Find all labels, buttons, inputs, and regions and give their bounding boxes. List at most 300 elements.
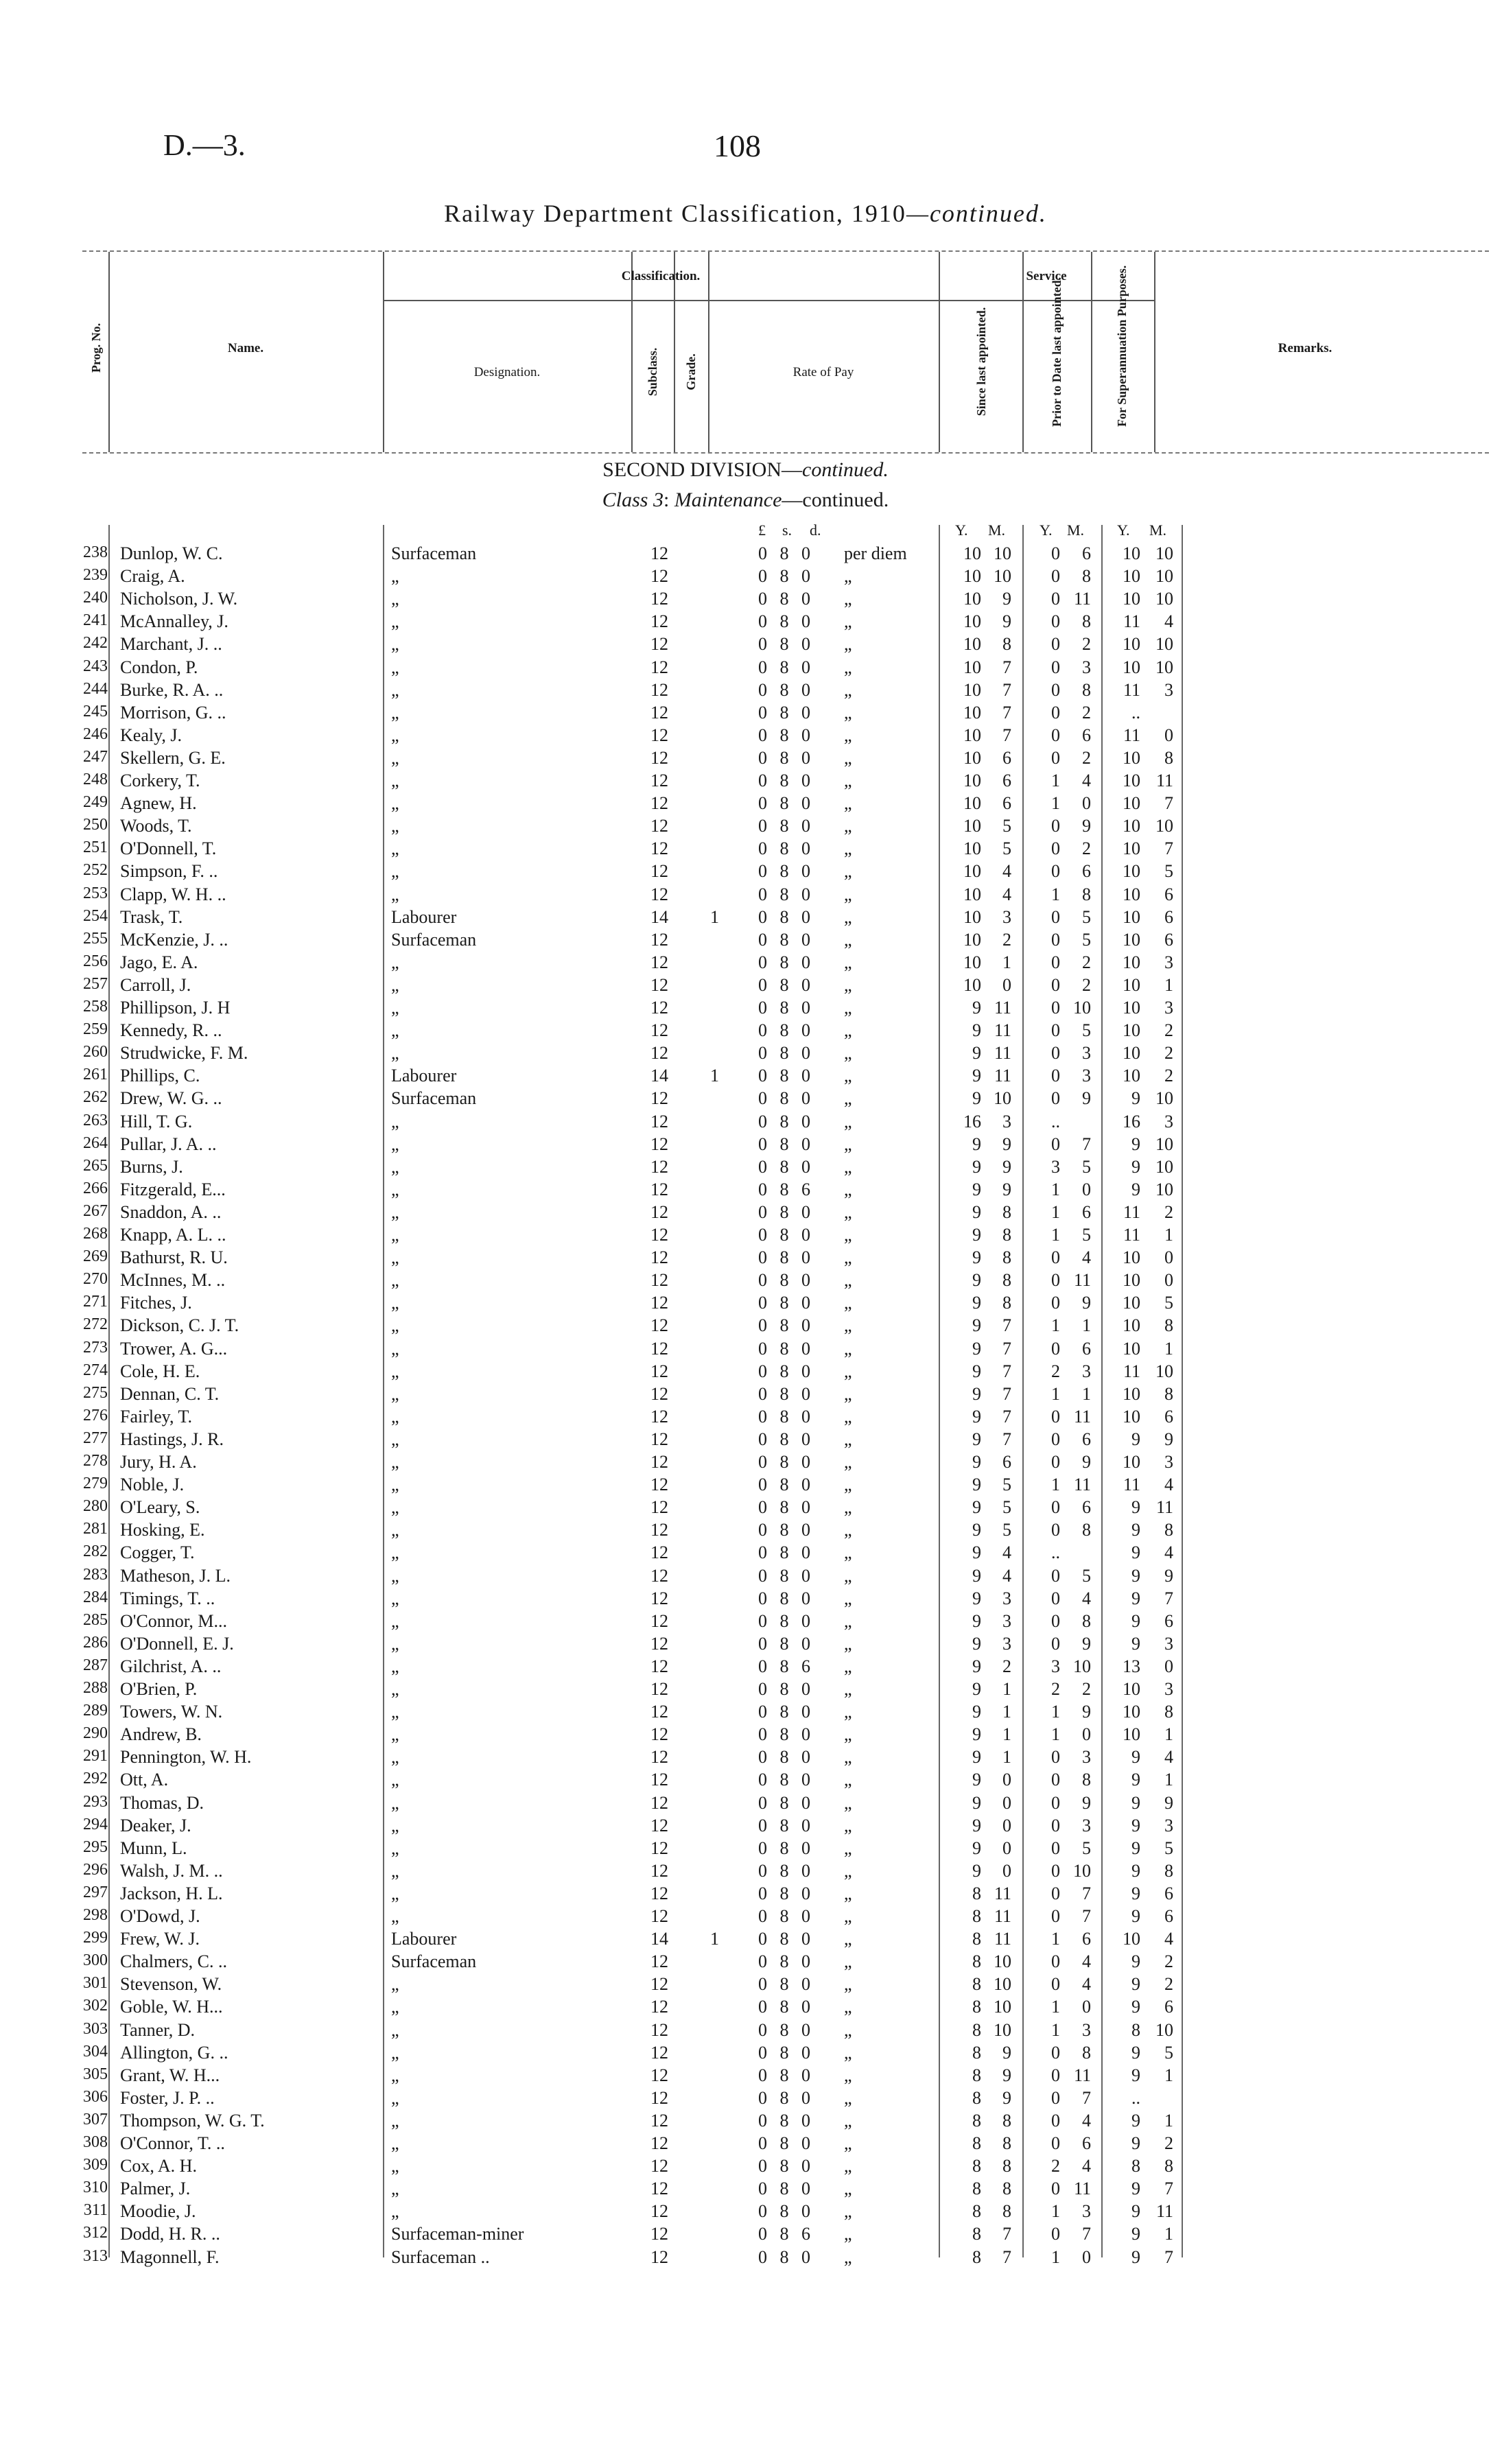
subclass: 12 — [650, 1020, 668, 1041]
prior-years: 0 — [1051, 679, 1060, 700]
prior-months: 6 — [1082, 1338, 1091, 1359]
since-years: 8 — [972, 1997, 981, 2017]
subclass: 14 — [650, 1066, 668, 1086]
prog-no: 243 — [83, 657, 108, 675]
prog-no: 264 — [83, 1134, 108, 1152]
prior-months: 10 — [1073, 1860, 1091, 1881]
subclass: 12 — [650, 1702, 668, 1722]
super-years: 9 — [1131, 1974, 1140, 1995]
prior-months: 0 — [1082, 2246, 1091, 2267]
since-years: 10 — [963, 861, 981, 882]
super-years: 10 — [1123, 1724, 1140, 1745]
prior-years: .. — [1051, 1542, 1060, 1563]
subclass: 12 — [650, 611, 668, 632]
pay-unit: „ — [844, 1770, 852, 1790]
table-row — [0, 930, 1491, 952]
since-years: 10 — [963, 906, 981, 927]
super-months: 6 — [1164, 906, 1173, 927]
super-months: 3 — [1164, 1452, 1173, 1472]
rate-of-pay: 0 8 0 — [758, 906, 814, 927]
table-row — [0, 1429, 1491, 1452]
pay-unit: „ — [844, 1452, 852, 1472]
since-years: 10 — [963, 589, 981, 609]
since-years: 9 — [972, 1838, 981, 1858]
subclass: 12 — [650, 1043, 668, 1064]
pay-unit: „ — [844, 2201, 852, 2222]
subclass: 12 — [650, 1270, 668, 1291]
pay-unit: „ — [844, 1542, 852, 1563]
table-row — [0, 1816, 1491, 1838]
since-years: 9 — [972, 1475, 981, 1495]
page-title — [0, 199, 1491, 228]
designation: „ — [391, 2042, 399, 2063]
since-months: 2 — [1002, 929, 1011, 950]
prog-no: 304 — [83, 2042, 108, 2061]
rate-of-pay: 0 8 0 — [758, 1838, 814, 1858]
rate-of-pay: 0 8 0 — [758, 2246, 814, 2267]
super-years: 10 — [1123, 816, 1140, 836]
super-years: 11 — [1123, 1361, 1140, 1381]
employee-name: Cox, A. H. — [120, 2156, 197, 2176]
header-service: Service — [1026, 269, 1067, 283]
prior-years: 0 — [1051, 702, 1060, 723]
employee-name: Phillips, C. — [120, 1066, 200, 1086]
pay-unit: „ — [844, 1565, 852, 1586]
designation: „ — [391, 816, 399, 836]
prog-no: 308 — [83, 2133, 108, 2151]
super-years: 10 — [1123, 861, 1140, 882]
class-suffix: —continued. — [782, 489, 889, 511]
prior-years: 0 — [1051, 566, 1060, 587]
since-years: 10 — [963, 816, 981, 836]
since-months: 11 — [994, 1906, 1011, 1926]
subclass: 12 — [650, 1588, 668, 1608]
prog-no: 273 — [83, 1338, 108, 1357]
table-row — [0, 1407, 1491, 1429]
employee-name: Carroll, J. — [120, 974, 191, 995]
subclass: 12 — [650, 1724, 668, 1745]
since-years: 8 — [972, 2087, 981, 2108]
rate-of-pay: 0 8 0 — [758, 1315, 814, 1336]
prog-no: 255 — [83, 929, 108, 948]
designation: „ — [391, 1111, 399, 1131]
super-months: 10 — [1155, 1179, 1173, 1199]
super-months: 8 — [1164, 2156, 1173, 2176]
rate-of-pay: 0 8 0 — [758, 1770, 814, 1790]
table-row — [0, 1066, 1491, 1088]
since-months: 11 — [994, 1020, 1011, 1041]
rate-of-pay: 0 8 0 — [758, 611, 814, 632]
prior-years: 0 — [1051, 974, 1060, 995]
designation: „ — [391, 1838, 399, 1858]
since-months: 10 — [994, 2019, 1011, 2040]
super-months: 3 — [1164, 679, 1173, 700]
prior-months: 2 — [1082, 747, 1091, 768]
designation: „ — [391, 1747, 399, 1768]
employee-name: Dennan, C. T. — [120, 1383, 220, 1404]
rate-of-pay: 0 8 0 — [758, 1702, 814, 1722]
prior-months: 2 — [1082, 702, 1091, 723]
employee-name: Morrison, G. .. — [120, 702, 226, 723]
prior-years: 0 — [1051, 2065, 1060, 2085]
super-years: 11 — [1123, 1225, 1140, 1245]
rate-of-pay: 0 8 0 — [758, 2110, 814, 2131]
employee-name: Hastings, J. R. — [120, 1429, 224, 1449]
employee-name: Palmer, J. — [120, 2179, 191, 2199]
super-months: 1 — [1164, 974, 1173, 995]
since-years: 9 — [972, 1565, 981, 1586]
subclass: 12 — [650, 1974, 668, 1995]
designation: „ — [391, 634, 399, 655]
table-row — [0, 1974, 1491, 1997]
designation: „ — [391, 2133, 399, 2153]
rate-of-pay: 0 8 0 — [758, 816, 814, 836]
employee-name: Allington, G. .. — [120, 2042, 228, 2063]
designation: „ — [391, 2087, 399, 2108]
rate-of-pay: 0 8 0 — [758, 1134, 814, 1154]
subclass: 12 — [650, 747, 668, 768]
rate-of-pay: 0 8 0 — [758, 1452, 814, 1472]
table-row — [0, 816, 1491, 838]
since-years: 9 — [972, 1315, 981, 1336]
designation: „ — [391, 1156, 399, 1177]
rate-of-pay: 0 8 0 — [758, 2065, 814, 2085]
table-row — [0, 998, 1491, 1020]
subclass: 12 — [650, 1475, 668, 1495]
since-months: 4 — [1002, 1542, 1011, 1563]
since-years: 9 — [972, 1656, 981, 1676]
rate-of-pay: 0 8 0 — [758, 2179, 814, 2199]
prior-months: 3 — [1082, 2019, 1091, 2040]
employee-name: Cole, H. E. — [120, 1361, 200, 1381]
super-months: 7 — [1164, 1588, 1173, 1608]
since-years: 9 — [972, 1633, 981, 1654]
super-months: 4 — [1164, 611, 1173, 632]
subclass: 12 — [650, 1883, 668, 1903]
rate-of-pay: 0 8 0 — [758, 1043, 814, 1064]
super-years: 10 — [1123, 884, 1140, 904]
subclass: 12 — [650, 2065, 668, 2085]
designation: „ — [391, 1815, 399, 1835]
designation: Surfaceman — [391, 543, 477, 563]
prog-no: 247 — [83, 747, 108, 766]
designation: „ — [391, 1588, 399, 1608]
prior-months: 6 — [1082, 2133, 1091, 2153]
prog-no: 287 — [83, 1656, 108, 1674]
subclass: 12 — [650, 1315, 668, 1336]
rate-of-pay: 0 8 0 — [758, 725, 814, 745]
rate-of-pay: 0 8 0 — [758, 1225, 814, 1245]
prior-months: 4 — [1082, 771, 1091, 790]
class-name: Maintenance — [674, 489, 782, 511]
rate-of-pay: 0 8 0 — [758, 1361, 814, 1381]
prior-years: 2 — [1051, 1361, 1060, 1381]
prog-no: 299 — [83, 1929, 108, 1947]
since-months: 8 — [1002, 2110, 1011, 2131]
designation: „ — [391, 679, 399, 700]
prog-no: 292 — [83, 1770, 108, 1788]
since-years: 10 — [963, 566, 981, 587]
designation: „ — [391, 1497, 399, 1518]
pay-unit: „ — [844, 611, 852, 632]
super-months: 10 — [1155, 816, 1173, 836]
employee-name: Fitzgerald, E... — [120, 1179, 226, 1199]
header-superannuation: For Superannuation Purposes. — [1115, 265, 1129, 427]
prog-no: 270 — [83, 1270, 108, 1289]
prior-months: 3 — [1082, 1066, 1091, 1086]
super-years: 10 — [1123, 657, 1140, 677]
pay-unit: „ — [844, 1066, 852, 1086]
table-row — [0, 952, 1491, 975]
rate-of-pay: 0 8 0 — [758, 1475, 814, 1495]
since-years: 9 — [972, 1542, 981, 1563]
super-months: 7 — [1164, 838, 1173, 859]
prog-no: 240 — [83, 589, 108, 607]
prog-no: 244 — [83, 679, 108, 698]
designation: „ — [391, 2201, 399, 2222]
super-months: 10 — [1155, 1088, 1173, 1109]
table-row — [0, 1724, 1491, 1747]
employee-name: Thomas, D. — [120, 1792, 204, 1813]
prior-months: 11 — [1073, 1270, 1091, 1291]
prior-months: 4 — [1082, 1247, 1091, 1268]
super-months: 2 — [1164, 1974, 1173, 1995]
since-years: 8 — [972, 2179, 981, 2199]
super-months: 0 — [1164, 1247, 1173, 1268]
super-years: 9 — [1131, 1815, 1140, 1835]
table-row — [0, 1929, 1491, 1951]
pay-unit: „ — [844, 589, 852, 609]
prior-years: 1 — [1051, 1475, 1060, 1495]
since-months: 1 — [1002, 952, 1011, 972]
table-row — [0, 1157, 1491, 1180]
prior-years: 0 — [1051, 1088, 1060, 1109]
division-label: SECOND DIVISION— — [602, 458, 803, 481]
prior-months: 11 — [1073, 1475, 1091, 1495]
table-row — [0, 1611, 1491, 1634]
prior-years: 0 — [1051, 1406, 1060, 1427]
rate-of-pay: 0 8 0 — [758, 1792, 814, 1813]
prog-no: 261 — [83, 1066, 108, 1084]
table-row — [0, 1679, 1491, 1702]
since-months: 11 — [994, 998, 1011, 1018]
since-years: 8 — [972, 2019, 981, 2040]
prog-no: 278 — [83, 1452, 108, 1470]
prior-months: 8 — [1082, 679, 1091, 700]
since-months: 1 — [1002, 1747, 1011, 1768]
prior-years: 0 — [1051, 1906, 1060, 1926]
prog-no: 269 — [83, 1247, 108, 1266]
table-row — [0, 566, 1491, 589]
header-remarks: Remarks. — [1278, 341, 1332, 355]
table-row — [0, 907, 1491, 930]
employee-name: Jackson, H. L. — [120, 1883, 223, 1903]
prior-years: 2 — [1051, 1679, 1060, 1699]
subclass: 12 — [650, 2179, 668, 2199]
subclass: 12 — [650, 771, 668, 790]
prior-months: 9 — [1082, 1702, 1091, 1722]
rate-of-pay: 0 8 0 — [758, 679, 814, 700]
subclass: 12 — [650, 634, 668, 655]
prior-months: 8 — [1082, 1610, 1091, 1631]
table-row — [0, 1588, 1491, 1611]
table-row — [0, 2247, 1491, 2270]
since-months: 1 — [1002, 1724, 1011, 1745]
employee-name: Phillipson, J. H — [120, 998, 231, 1018]
super-years: 10 — [1123, 1247, 1140, 1268]
since-years: 10 — [963, 543, 981, 563]
super-months: 9 — [1164, 1792, 1173, 1813]
table-row — [0, 634, 1491, 657]
rate-of-pay: 0 8 0 — [758, 657, 814, 677]
pay-unit: „ — [844, 1610, 852, 1631]
super-months: 10 — [1155, 2019, 1173, 2040]
super-months: 7 — [1164, 2246, 1173, 2267]
designation: „ — [391, 1656, 399, 1676]
since-years: 8 — [972, 2133, 981, 2153]
prior-years: 0 — [1051, 2042, 1060, 2063]
prior-months: 6 — [1082, 861, 1091, 882]
subclass: 12 — [650, 1361, 668, 1381]
super-years: 10 — [1123, 634, 1140, 655]
title-text: Railway Department Classification, 1910 — [444, 200, 906, 227]
prog-no: 239 — [83, 566, 108, 585]
rate-of-pay: 0 8 0 — [758, 702, 814, 723]
designation: Surfaceman — [391, 929, 477, 950]
prog-no: 303 — [83, 2019, 108, 2038]
prior-years: 0 — [1051, 1247, 1060, 1268]
employee-name: Burns, J. — [120, 1156, 183, 1177]
subclass: 12 — [650, 1201, 668, 1222]
designation: „ — [391, 1792, 399, 1813]
since-years: 8 — [972, 1929, 981, 1949]
designation: „ — [391, 1679, 399, 1699]
super-months: 3 — [1164, 1679, 1173, 1699]
super-years: 9 — [1131, 1951, 1140, 1972]
super-months: 3 — [1164, 952, 1173, 972]
subclass: 12 — [650, 1520, 668, 1540]
prior-years: 1 — [1051, 2201, 1060, 2222]
since-months: 11 — [994, 1043, 1011, 1064]
prior-months: 2 — [1082, 838, 1091, 859]
prior-years: 0 — [1051, 1860, 1060, 1881]
since-years: 9 — [972, 1225, 981, 1245]
rate-of-pay: 0 8 0 — [758, 1906, 814, 1926]
pay-unit: „ — [844, 1111, 852, 1131]
rate-of-pay: 0 8 0 — [758, 1929, 814, 1949]
prog-no: 250 — [83, 816, 108, 834]
table-row — [0, 2088, 1491, 2111]
since-months: 5 — [1002, 838, 1011, 859]
designation: „ — [391, 747, 399, 768]
prog-no: 265 — [83, 1156, 108, 1175]
prior-years: 0 — [1051, 1565, 1060, 1586]
unit-pence: d. — [810, 521, 821, 539]
since-years: 9 — [972, 1429, 981, 1449]
pay-unit: „ — [844, 1338, 852, 1359]
since-years: 9 — [972, 1134, 981, 1154]
pay-unit: „ — [844, 1679, 852, 1699]
prior-years: 0 — [1051, 2087, 1060, 2108]
subclass: 12 — [650, 1111, 668, 1131]
designation: „ — [391, 702, 399, 723]
designation: „ — [391, 1974, 399, 1995]
prog-no: 313 — [83, 2246, 108, 2265]
unit-shillings: s. — [782, 521, 793, 539]
employee-name: Drew, W. G. .. — [120, 1088, 222, 1109]
employee-name: Agnew, H. — [120, 793, 197, 814]
pay-unit: „ — [844, 2087, 852, 2108]
since-months: 0 — [1002, 1770, 1011, 1790]
subclass: 12 — [650, 2246, 668, 2267]
super-months: 2 — [1164, 1201, 1173, 1222]
since-months: 7 — [1002, 1406, 1011, 1427]
subclass: 12 — [650, 1542, 668, 1563]
employee-name: Craig, A. — [120, 566, 185, 587]
section-division — [0, 458, 1491, 482]
prior-years: 0 — [1051, 1770, 1060, 1790]
subclass: 12 — [650, 998, 668, 1018]
prior-years: 0 — [1051, 906, 1060, 927]
super-months: 0 — [1164, 1270, 1173, 1291]
employee-name: Kealy, J. — [120, 725, 183, 745]
rate-of-pay: 0 8 0 — [758, 1860, 814, 1881]
super-months: 10 — [1155, 634, 1173, 655]
designation: „ — [391, 1906, 399, 1926]
prior-years: 0 — [1051, 1792, 1060, 1813]
pay-unit: „ — [844, 1951, 852, 1972]
prior-months: 6 — [1082, 725, 1091, 745]
rate-of-pay: 0 8 0 — [758, 1588, 814, 1608]
designation: „ — [391, 838, 399, 859]
since-years: 10 — [963, 702, 981, 723]
unit-months-since: M. — [988, 521, 1006, 539]
super-years: 9 — [1131, 1588, 1140, 1608]
since-years: 8 — [972, 2246, 981, 2267]
super-months: 6 — [1164, 1406, 1173, 1427]
table-row — [0, 975, 1491, 998]
pay-unit: „ — [844, 838, 852, 859]
since-years: 10 — [963, 657, 981, 677]
pay-unit: „ — [844, 998, 852, 1018]
super-years: 8 — [1131, 2156, 1140, 2176]
pay-unit: „ — [844, 1270, 852, 1291]
prog-no: 272 — [83, 1315, 108, 1334]
prog-no: 260 — [83, 1043, 108, 1061]
since-months: 7 — [1002, 1315, 1011, 1336]
rate-of-pay: 0 8 0 — [758, 1815, 814, 1835]
super-months: 3 — [1164, 1111, 1173, 1131]
employee-name: Condon, P. — [120, 657, 198, 677]
since-years: 9 — [972, 1293, 981, 1313]
employee-name: Pullar, J. A. .. — [120, 1134, 217, 1154]
since-months: 8 — [1002, 2133, 1011, 2153]
since-years: 9 — [972, 1497, 981, 1518]
super-years: 10 — [1123, 566, 1140, 587]
super-years: 10 — [1123, 1043, 1140, 1064]
pay-unit: „ — [844, 1088, 852, 1109]
super-years: 9 — [1131, 1610, 1140, 1631]
employee-name: O'Connor, T. .. — [120, 2133, 225, 2153]
since-years: 8 — [972, 2110, 981, 2131]
since-months: 6 — [1002, 793, 1011, 814]
table-row — [0, 2043, 1491, 2065]
since-months: 3 — [1002, 906, 1011, 927]
employee-name: McInnes, M. .. — [120, 1270, 226, 1291]
super-years: 10 — [1123, 793, 1140, 814]
pay-unit: „ — [844, 702, 852, 723]
prior-years: 0 — [1051, 725, 1060, 745]
